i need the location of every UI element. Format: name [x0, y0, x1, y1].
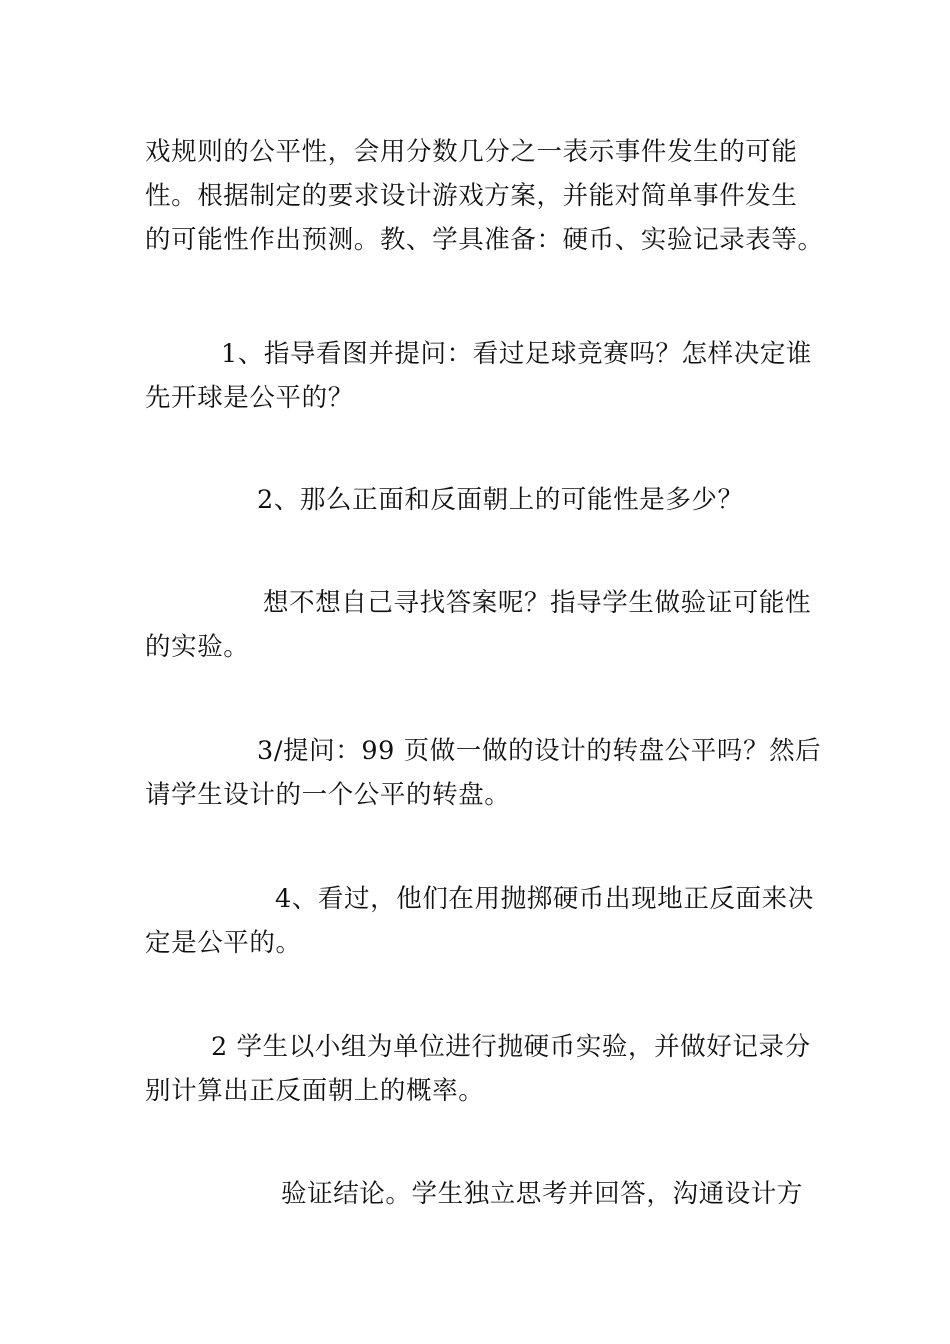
paragraph-coin-experiment	[145, 1025, 811, 1113]
paragraph-conclusion	[145, 1172, 805, 1216]
text-line: 戏规则的公平性，会用分数几分之一表示事件发生的可能	[145, 137, 798, 167]
text-line: 的可能性作出预测。教、学具准备：硬币、实验记录表等。	[145, 225, 824, 255]
text-line: 请学生设计的一个公平的转盘。	[145, 780, 511, 810]
paragraph-step-1	[145, 332, 813, 420]
text-line: 定是公平的。	[145, 928, 302, 958]
paragraph-step-2	[145, 478, 805, 522]
text-line: 性。根据制定的要求设计游戏方案，并能对简单事件发生	[145, 181, 798, 211]
text-line: 想不想自己寻找答案呢？指导学生做验证可能性	[263, 588, 812, 618]
text-line: 4、看过，他们在用抛掷硬币出现地正反面来决	[275, 884, 814, 914]
paragraph-game-rules	[145, 130, 824, 262]
text-line: 先开球是公平的？	[145, 383, 354, 413]
paragraph-find-answer	[145, 581, 812, 669]
text-line: 2 学生以小组为单位进行抛硬币实验，并做好记录分	[211, 1032, 811, 1062]
text-line: 1、指导看图并提问：看过足球竞赛吗？怎样决定谁	[221, 339, 813, 369]
text-line: 2、那么正面和反面朝上的可能性是多少？	[257, 485, 744, 515]
paragraph-step-3	[145, 729, 822, 817]
paragraph-step-4	[145, 877, 814, 965]
text-line: 的实验。	[145, 632, 250, 662]
text-line: 验证结论。学生独立思考并回答，沟通设计方	[281, 1179, 804, 1209]
text-line: 3/提问：99 页做一做的设计的转盘公平吗？然后	[257, 736, 822, 766]
text-line: 别计算出正反面朝上的概率。	[145, 1076, 485, 1106]
